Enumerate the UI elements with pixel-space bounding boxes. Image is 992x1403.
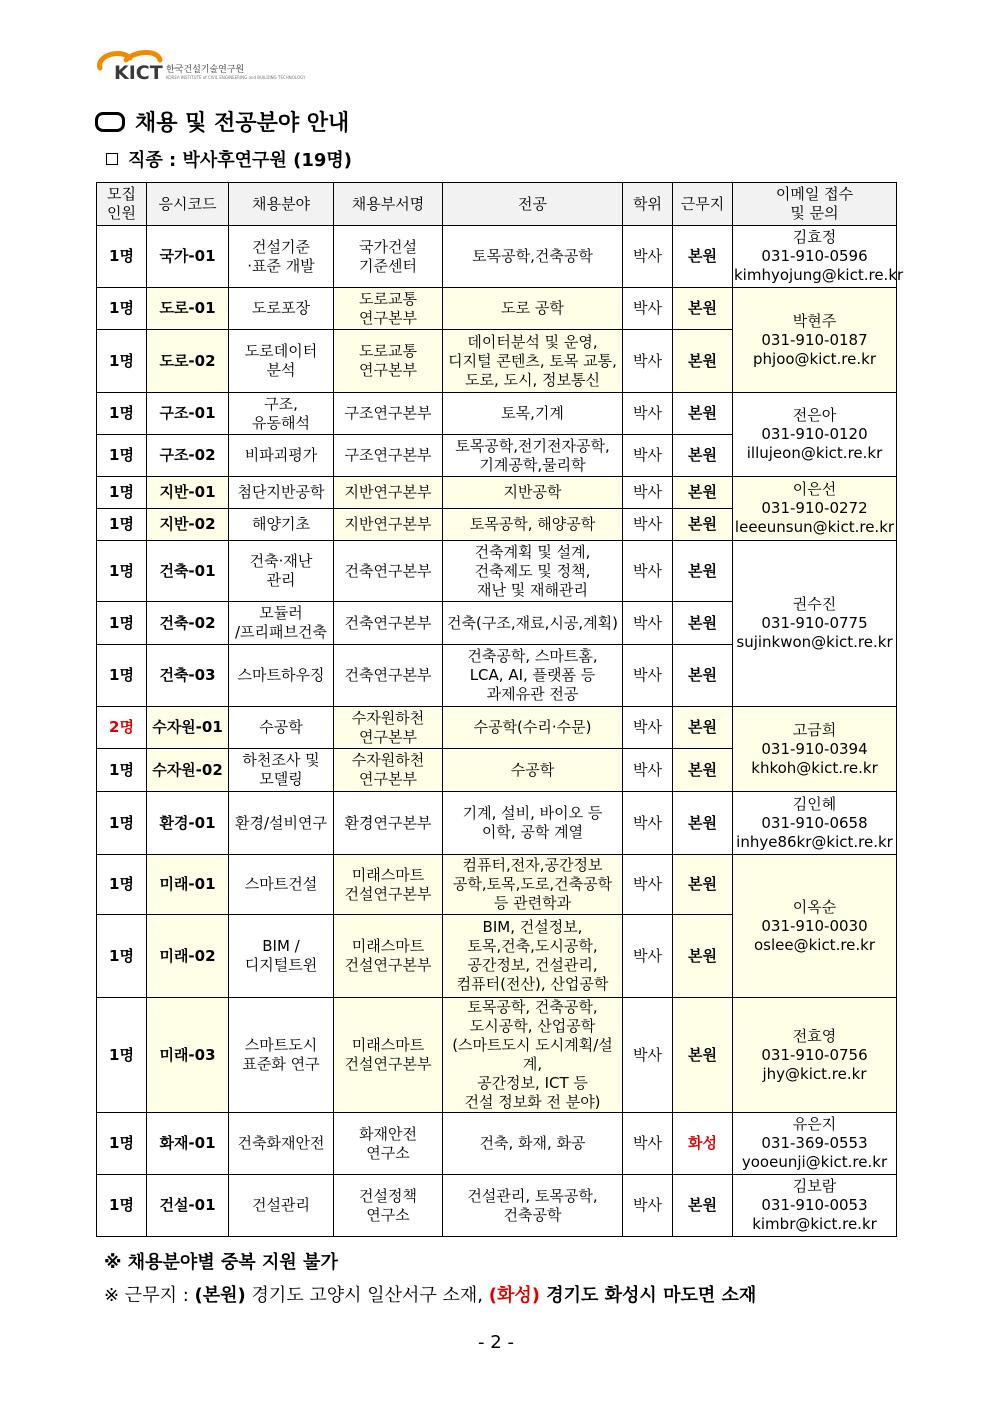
cell-deg: 박사	[623, 1113, 673, 1175]
contact-email[interactable]: khkoh@kict.re.kr	[751, 758, 878, 777]
cell-dept: 건축연구본부	[334, 541, 443, 602]
cell-dept: 도로교통 연구본부	[334, 288, 443, 330]
contact-cell	[733, 855, 897, 998]
cell-code: 건설-01	[147, 1175, 229, 1237]
contact-cell	[733, 477, 897, 541]
cell-code: 지반-01	[147, 477, 229, 509]
contact-phone: 031-910-0120	[761, 425, 868, 443]
cell-code: 건축-01	[147, 541, 229, 602]
cell-loc: 본원	[673, 330, 733, 393]
contact-name: 이은선	[792, 480, 837, 498]
contact-phone: 031-910-0775	[761, 614, 868, 632]
cell-code: 지반-02	[147, 509, 229, 541]
contact-name: 김보람	[792, 1177, 837, 1195]
cell-loc: 본원	[673, 707, 733, 749]
cell-code: 국가-01	[147, 226, 229, 288]
cell-loc: 본원	[673, 477, 733, 509]
contact-email[interactable]: kimbr@kict.re.kr	[752, 1215, 877, 1233]
cell-deg: 박사	[623, 477, 673, 509]
table-row	[97, 855, 897, 915]
column-header: 이메일 접수 및 문의	[733, 183, 897, 226]
cell-major: 토목공학,전기전자공학, 기계공학,물리학	[443, 435, 623, 477]
cell-major: 수공학(수리·수문)	[443, 707, 623, 749]
cell-deg: 박사	[623, 602, 673, 645]
contact-cell	[733, 707, 897, 792]
cell-major: BIM, 건설정보, 토목,건축,도시공학, 공간정보, 건설관리, 컴퓨터(전산), 산업공학	[443, 915, 623, 998]
table-row	[97, 1113, 897, 1175]
note-location: ※ 근무지 : (본원) 경기도 고양시 일산서구 소재, (화성) 경기도 화성시 마도면 소재	[104, 1285, 757, 1306]
contact-email[interactable]: kimhyojung@kict.re.kr	[734, 266, 904, 284]
cell-n: 1명	[97, 435, 147, 477]
cell-dept: 도로교통 연구본부	[334, 330, 443, 393]
cell-field: 하천조사 및 모델링	[229, 749, 334, 792]
contact-cell	[733, 288, 897, 393]
contact-name: 김인혜	[792, 794, 837, 813]
cell-field: 도로데이터 분석	[229, 330, 334, 393]
column-header: 학위	[623, 183, 673, 226]
cell-loc: 본원	[673, 792, 733, 855]
cell-code: 건축-03	[147, 645, 229, 707]
cell-field: 수공학	[229, 707, 334, 749]
cell-n: 1명	[97, 509, 147, 541]
column-header: 채용분야	[229, 183, 334, 226]
cell-field: 스마트건설	[229, 855, 334, 915]
contact-phone: 031-369-0553	[761, 1134, 868, 1152]
cell-field: 스마트도시 표준화 연구	[229, 998, 334, 1113]
contact-cell	[733, 1175, 897, 1237]
cell-dept: 수자원하천 연구본부	[334, 749, 443, 792]
cell-field: 환경/설비연구	[229, 792, 334, 855]
contact-email[interactable]: illujeon@kict.re.kr	[746, 444, 883, 462]
cell-dept: 건설정책 연구소	[334, 1175, 443, 1237]
table-row	[97, 541, 897, 602]
page-title: 채용 및 전공분야 안내	[95, 106, 349, 137]
cell-code: 미래-03	[147, 998, 229, 1113]
cell-n: 2명	[97, 707, 147, 749]
contact-cell	[733, 1113, 897, 1175]
cell-field: BIM / 디지털트윈	[229, 915, 334, 998]
cell-major: 건축공학, 스마트홈, LCA, AI, 플랫폼 등 과제유관 전공	[443, 645, 623, 707]
cell-major: 기계, 설비, 바이오 등 이학, 공학 계열	[443, 792, 623, 855]
cell-n: 1명	[97, 477, 147, 509]
cell-deg: 박사	[623, 1175, 673, 1237]
cell-loc: 본원	[673, 393, 733, 435]
logo-text: KICT	[114, 62, 163, 84]
contact-email[interactable]: jhy@kict.re.kr	[762, 1064, 867, 1083]
cell-dept: 건축연구본부	[334, 645, 443, 707]
cell-deg: 박사	[623, 915, 673, 998]
checkbox-icon	[106, 153, 118, 165]
column-header: 전공	[443, 183, 623, 226]
table-header-row	[97, 183, 897, 226]
cell-n: 1명	[97, 792, 147, 855]
cell-dept: 지반연구본부	[334, 477, 443, 509]
note-duplicate: ※ 채용분야별 중복 지원 불가	[104, 1252, 338, 1273]
table-row	[97, 393, 897, 435]
cell-n: 1명	[97, 226, 147, 288]
cell-deg: 박사	[623, 288, 673, 330]
contact-cell	[733, 998, 897, 1113]
cell-field: 건축화재안전	[229, 1113, 334, 1175]
contact-email[interactable]: phjoo@kict.re.kr	[753, 349, 876, 368]
cell-deg: 박사	[623, 541, 673, 602]
contact-email[interactable]: oslee@kict.re.kr	[753, 935, 876, 954]
cell-field: 스마트하우징	[229, 645, 334, 707]
cell-deg: 박사	[623, 226, 673, 288]
cell-dept: 지반연구본부	[334, 509, 443, 541]
org-subtitle: KOREA INSTITUTE of CIVIL ENGINEERING and BUILDING TECHNOLOGY	[166, 75, 306, 80]
contact-phone: 031-910-0756	[761, 1045, 868, 1064]
cell-dept: 미래스마트 건설연구본부	[334, 855, 443, 915]
cell-deg: 박사	[623, 393, 673, 435]
cell-field: 구조, 유동해석	[229, 393, 334, 435]
cell-deg: 박사	[623, 707, 673, 749]
cell-field: 비파괴평가	[229, 435, 334, 477]
table-row	[97, 792, 897, 855]
contact-phone: 031-910-0658	[761, 813, 868, 832]
cell-loc: 본원	[673, 915, 733, 998]
cell-code: 도로-02	[147, 330, 229, 393]
table-row	[97, 998, 897, 1113]
cell-loc: 본원	[673, 435, 733, 477]
cell-n: 1명	[97, 645, 147, 707]
contact-email[interactable]: yooeunji@kict.re.kr	[741, 1153, 888, 1171]
contact-name: 박현주	[792, 311, 837, 330]
cell-code: 도로-01	[147, 288, 229, 330]
link-icon	[95, 112, 125, 132]
cell-field: 건설기준 ·표준 개발	[229, 226, 334, 288]
cell-deg: 박사	[623, 645, 673, 707]
cell-major: 건설관리, 토목공학, 건축공학	[443, 1175, 623, 1237]
cell-code: 건축-02	[147, 602, 229, 645]
cell-n: 1명	[97, 541, 147, 602]
column-header: 모집 인원	[97, 183, 147, 226]
cell-code: 미래-01	[147, 855, 229, 915]
cell-major: 토목공학,건축공학	[443, 226, 623, 288]
contact-name: 유은지	[792, 1115, 837, 1133]
cell-loc: 본원	[673, 749, 733, 792]
table-row	[97, 288, 897, 330]
table-row	[97, 477, 897, 509]
column-header: 응시코드	[147, 183, 229, 226]
contact-name: 전효영	[792, 1026, 837, 1045]
cell-deg: 박사	[623, 749, 673, 792]
cell-loc: 본원	[673, 998, 733, 1113]
cell-major: 컴퓨터,전자,공간정보 공학,토목,도로,건축공학 등 관련학과	[443, 855, 623, 915]
contact-name: 이옥순	[792, 897, 837, 916]
cell-major: 토목공학, 해양공학	[443, 509, 623, 541]
contact-name: 권수진	[792, 595, 837, 613]
cell-loc: 본원	[673, 541, 733, 602]
cell-n: 1명	[97, 288, 147, 330]
contact-phone: 031-910-0187	[761, 330, 868, 349]
cell-field: 건설관리	[229, 1175, 334, 1237]
contact-phone: 031-910-0394	[761, 739, 868, 758]
cell-deg: 박사	[623, 509, 673, 541]
contact-name: 김효정	[792, 228, 837, 246]
cell-dept: 수자원하천 연구본부	[334, 707, 443, 749]
contact-phone: 031-910-0030	[761, 916, 868, 935]
contact-cell	[733, 393, 897, 477]
contact-name: 고금희	[792, 720, 837, 739]
cell-n: 1명	[97, 1175, 147, 1237]
cell-loc: 본원	[673, 855, 733, 915]
contact-email[interactable]: sujinkwon@kict.re.kr	[736, 633, 893, 651]
cell-dept: 국가건설 기준센터	[334, 226, 443, 288]
contact-phone: 031-910-0272	[761, 499, 868, 517]
table-row	[97, 226, 897, 288]
cell-n: 1명	[97, 393, 147, 435]
cell-major: 토목,기계	[443, 393, 623, 435]
cell-dept: 구조연구본부	[334, 393, 443, 435]
table-row	[97, 707, 897, 749]
cell-field: 첨단지반공학	[229, 477, 334, 509]
cell-code: 수자원-01	[147, 707, 229, 749]
cell-dept: 구조연구본부	[334, 435, 443, 477]
org-name: 한국건설기술연구원	[166, 65, 245, 75]
cell-n: 1명	[97, 602, 147, 645]
cell-major: 데이터분석 및 운영, 디지털 콘텐츠, 토목 교통, 도로, 도시, 정보통신	[443, 330, 623, 393]
cell-loc: 본원	[673, 1175, 733, 1237]
cell-code: 화재-01	[147, 1113, 229, 1175]
contact-email[interactable]: leeeunsun@kict.re.kr	[734, 518, 895, 536]
cell-dept: 미래스마트 건설연구본부	[334, 998, 443, 1113]
contact-phone: 031-910-0053	[761, 1196, 868, 1214]
cell-dept: 화재안전 연구소	[334, 1113, 443, 1175]
cell-major: 토목공학, 건축공학, 도시공학, 산업공학 (스마트도시 도시계획/설계, 공간정보, ICT 등 건설 정보화 전 분야)	[443, 998, 623, 1113]
cell-code: 구조-02	[147, 435, 229, 477]
cell-deg: 박사	[623, 792, 673, 855]
cell-dept: 환경연구본부	[334, 792, 443, 855]
cell-code: 환경-01	[147, 792, 229, 855]
cell-n: 1명	[97, 915, 147, 998]
cell-code: 구조-01	[147, 393, 229, 435]
section-subtitle: 직종 : 박사후연구원 (19명)	[106, 146, 352, 172]
cell-code: 미래-02	[147, 915, 229, 998]
cell-major: 건축, 화재, 화공	[443, 1113, 623, 1175]
cell-n: 1명	[97, 855, 147, 915]
cell-field: 해양기초	[229, 509, 334, 541]
cell-n: 1명	[97, 1113, 147, 1175]
contact-phone: 031-910-0596	[761, 247, 868, 265]
cell-deg: 박사	[623, 435, 673, 477]
cell-loc: 본원	[673, 509, 733, 541]
table-row	[97, 1175, 897, 1237]
cell-loc: 본원	[673, 602, 733, 645]
cell-loc: 본원	[673, 226, 733, 288]
cell-code: 수자원-02	[147, 749, 229, 792]
cell-major: 건축(구조,재료,시공,계획)	[443, 602, 623, 645]
column-header: 근무지	[673, 183, 733, 226]
cell-deg: 박사	[623, 855, 673, 915]
contact-cell	[733, 792, 897, 855]
cell-loc: 화성	[673, 1113, 733, 1175]
cell-deg: 박사	[623, 330, 673, 393]
cell-n: 1명	[97, 998, 147, 1113]
contact-cell	[733, 226, 904, 288]
column-header: 채용부서명	[334, 183, 443, 226]
cell-field: 도로포장	[229, 288, 334, 330]
cell-major: 수공학	[443, 749, 623, 792]
contact-email[interactable]: inhye86kr@kict.re.kr	[736, 832, 893, 851]
cell-major: 도로 공학	[443, 288, 623, 330]
cell-n: 1명	[97, 330, 147, 393]
cell-major: 지반공학	[443, 477, 623, 509]
cell-deg: 박사	[623, 998, 673, 1113]
contact-name: 전은아	[792, 406, 837, 424]
cell-field: 건축·재난 관리	[229, 541, 334, 602]
cell-field: 모듈러 /프리패브건축	[229, 602, 334, 645]
cell-n: 1명	[97, 749, 147, 792]
page-number: - 2 -	[478, 1332, 514, 1353]
contact-cell	[733, 541, 897, 707]
cell-loc: 본원	[673, 645, 733, 707]
cell-dept: 건축연구본부	[334, 602, 443, 645]
cell-dept: 미래스마트 건설연구본부	[334, 915, 443, 998]
recruitment-table	[96, 182, 904, 1237]
cell-loc: 본원	[673, 288, 733, 330]
cell-major: 건축계획 및 설계, 건축제도 및 정책, 재난 및 재해관리	[443, 541, 623, 602]
